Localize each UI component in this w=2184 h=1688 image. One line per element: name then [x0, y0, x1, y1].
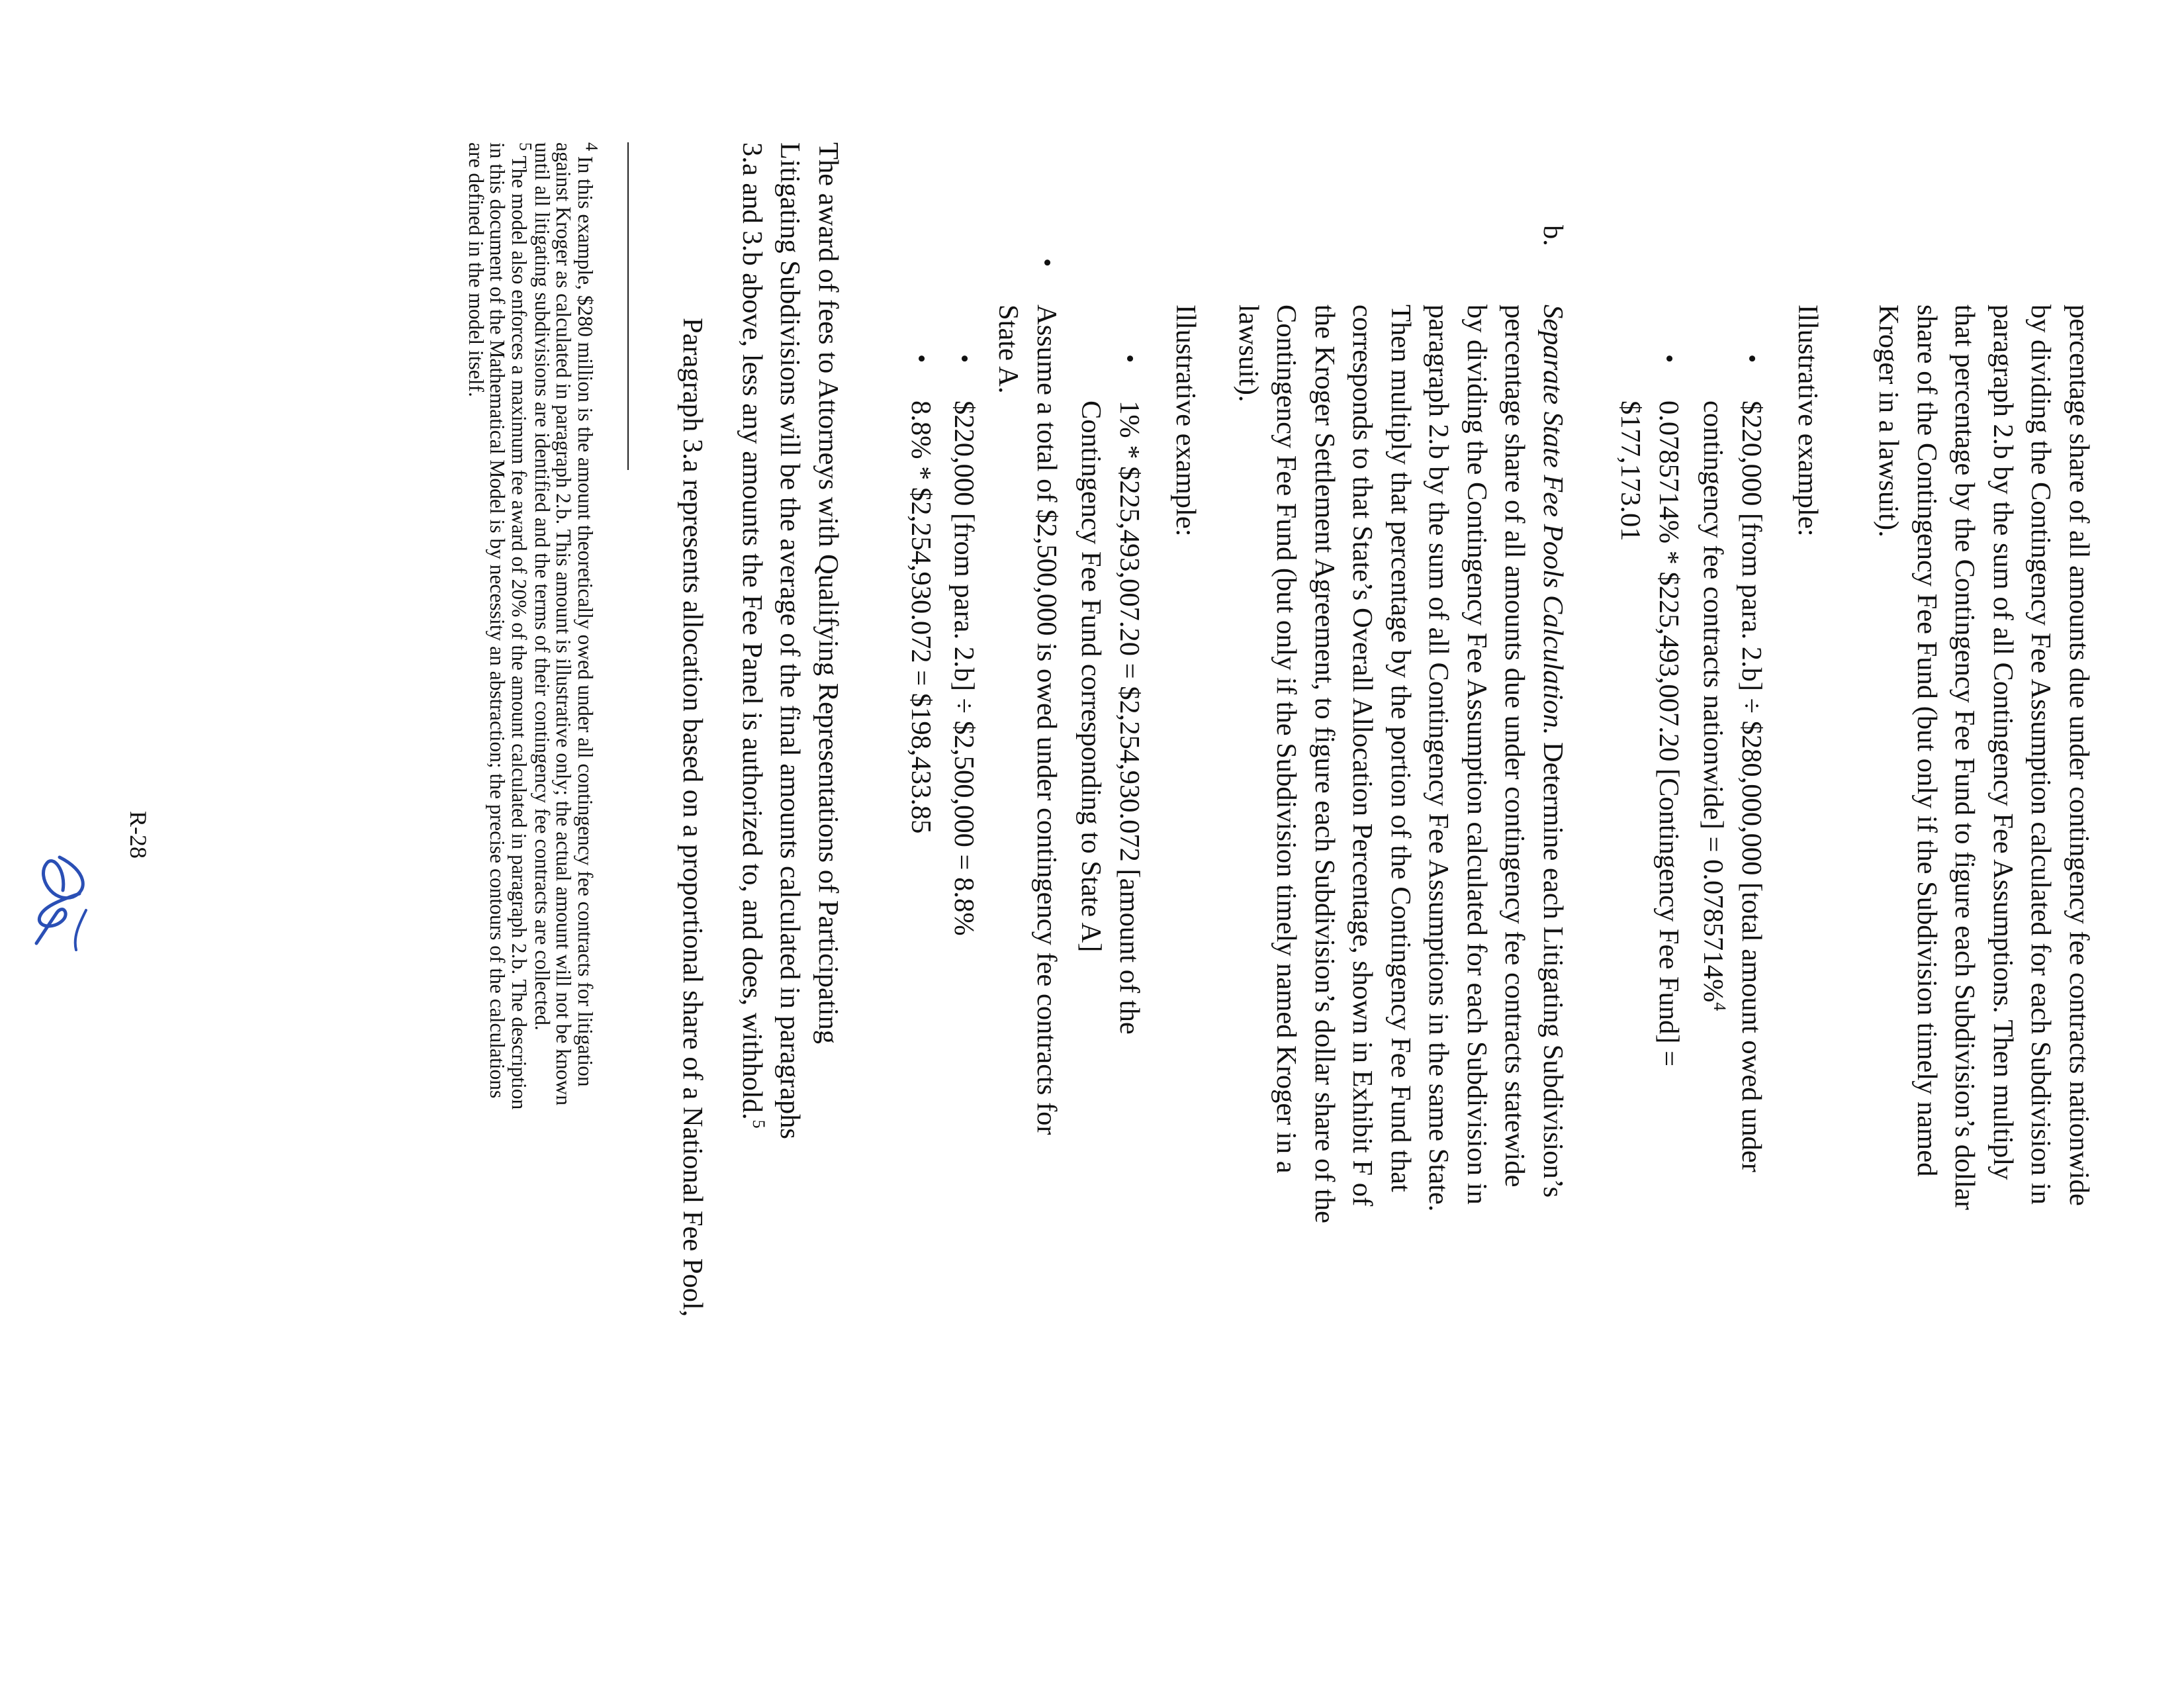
- text-line: in this document of the Mathematical Model is by necessity an abstraction; the precise contours of the calculations: [486, 142, 510, 1099]
- bullet-icon: •: [1033, 258, 1061, 267]
- bullet-icon: •: [1116, 354, 1144, 363]
- handwritten-initials: [26, 851, 99, 957]
- text-line: paragraph 2.b by the sum of all Contingency Fee Assumptions. Then multiply: [1987, 305, 2019, 1180]
- text-line: State A.: [993, 305, 1024, 394]
- bullet-icon: •: [950, 354, 978, 363]
- text-line: percentage share of all amounts due under contingency fee contracts statewide: [1499, 305, 1531, 1188]
- text-line: $220,000 [from para. 2.b] ÷ $2,500,000 = 8.8%: [948, 400, 979, 936]
- text-fragment: contingency fee contracts nationwide] = 0.0785714%: [1698, 400, 1729, 1003]
- page-number: R-28: [125, 811, 152, 859]
- text-line: 0.0785714% * $225,493,007.20 [Contingency Fee Fund] =: [1653, 400, 1684, 1067]
- text-line: Contingency Fee Fund corresponding to State A]: [1075, 400, 1107, 953]
- footnote-ref: 4: [1710, 1002, 1730, 1011]
- bullet-icon: •: [1738, 354, 1766, 363]
- text-line: percentage share of all amounts due under contingency fee contracts nationwide: [2064, 305, 2095, 1206]
- example-bullet: [1072, 400, 1148, 1605]
- text-line: lawsuit).: [1233, 305, 1264, 402]
- example-bullet: [989, 305, 1066, 1602]
- text-line: corresponds to that State’s Overall Allocation Percentage, shown in Exhibit F of: [1347, 305, 1379, 1207]
- example-bullet: [1694, 400, 1770, 1605]
- text-line: [574, 142, 602, 1645]
- text-line: Paragraph 3.a represents allocation based on a proportional share of a National Fee Pool,: [677, 318, 708, 1317]
- paragraph-3a: [674, 318, 712, 1648]
- text-line: against Kroger as calculated in paragraph 2.b. This amount is illustrative only; the actual amount will not be known: [552, 142, 576, 1106]
- text-line: the Kroger Settlement Agreement, to figure each Subdivision’s dollar share of the: [1309, 305, 1340, 1223]
- text-fragment: Determine each Litigating Subdivision’s: [1537, 735, 1569, 1198]
- text-line: Then multiply that percentage by the portion of the Contingency Fee Fund that: [1385, 305, 1416, 1192]
- example-label: Illustrative example:: [1792, 305, 1823, 537]
- footnote-divider: [627, 142, 629, 470]
- section-heading: Separate State Fee Pools Calculation.: [1537, 305, 1569, 735]
- text-line: paragraph 2.b by the sum of all Contingency Fee Assumptions in the same State.: [1423, 305, 1455, 1212]
- bullet-icon: •: [1655, 354, 1683, 363]
- footnote-number: 4: [582, 142, 602, 151]
- text-fragment: In this example, $280 million is the amount theoretically owed under all contingency fee contracts for litigation: [574, 151, 597, 1087]
- text-line: [1534, 305, 1572, 1648]
- text-line: share of the Contingency Fee Fund (but only if the Subdivision timely named: [1911, 305, 1942, 1177]
- text-line: Contingency Fee Fund (but only if the Subdivision timely named Kroger in a: [1271, 305, 1302, 1174]
- text-line: [1694, 400, 1733, 1605]
- example-label: Illustrative example:: [1170, 305, 1201, 537]
- text-line: by dividing the Contingency Fee Assumption calculated for each Subdivision in: [1461, 305, 1492, 1205]
- footnote-number: 5: [516, 142, 535, 151]
- example-bullet: [902, 400, 940, 833]
- text-line: Assume a total of $2,500,000 is owed under contingency fee contracts for: [1031, 305, 1062, 1135]
- text-line: $220,000 [from para. 2.b] ÷ $280,000,000 [total amount owed under: [1736, 400, 1767, 1172]
- text-line: The award of fees to Attorneys with Qualifying Representations of Participating: [813, 142, 844, 1045]
- text-line: 1% * $225,493,007.20 = $2,254,930.072 [amount of the: [1114, 400, 1145, 1035]
- text-fragment: 3.a and 3.b above, less any amounts the Fee Panel is authorized to, and does, withhold.: [737, 142, 768, 1120]
- text-line: $177,173.01: [1615, 400, 1647, 541]
- example-bullet: [945, 400, 983, 936]
- text-line: until all litigating subdivisions are identified and the terms of their contingency fee contracts are collected.: [531, 142, 554, 1031]
- footnote-5: [465, 142, 535, 1645]
- text-line: Litigating Subdivisions will be the average of the final amounts calculated in paragraphs: [774, 142, 806, 1139]
- text-line: Kroger in a lawsuit).: [1873, 305, 1905, 538]
- text-line: that percentage by the Contingency Fee Fund to figure each Subdivision’s dollar: [1949, 305, 1981, 1210]
- award-paragraph: [733, 142, 848, 1645]
- footnote-ref: 5: [749, 1119, 769, 1129]
- paragraph-continuation: [1870, 305, 2098, 1648]
- text-line: by dividing the Contingency Fee Assumption calculated for each Subdivision in: [2025, 305, 2057, 1205]
- section-b-paragraph: [1230, 305, 1572, 1648]
- text-line: [733, 142, 772, 1645]
- section-marker: b.: [1537, 225, 1569, 246]
- bullet-icon: •: [907, 354, 935, 363]
- text-line: [508, 142, 535, 1645]
- text-line: are defined in the model itself.: [465, 142, 488, 397]
- text-line: 8.8% * $2,254,930.072 = $198,433.85: [905, 400, 936, 834]
- footnote-4: [531, 142, 602, 1645]
- example-bullet: [1612, 400, 1688, 1605]
- text-fragment: The model also enforces a maximum fee award of 20% of the amount calculated in paragraph 2.b. The description: [508, 151, 531, 1110]
